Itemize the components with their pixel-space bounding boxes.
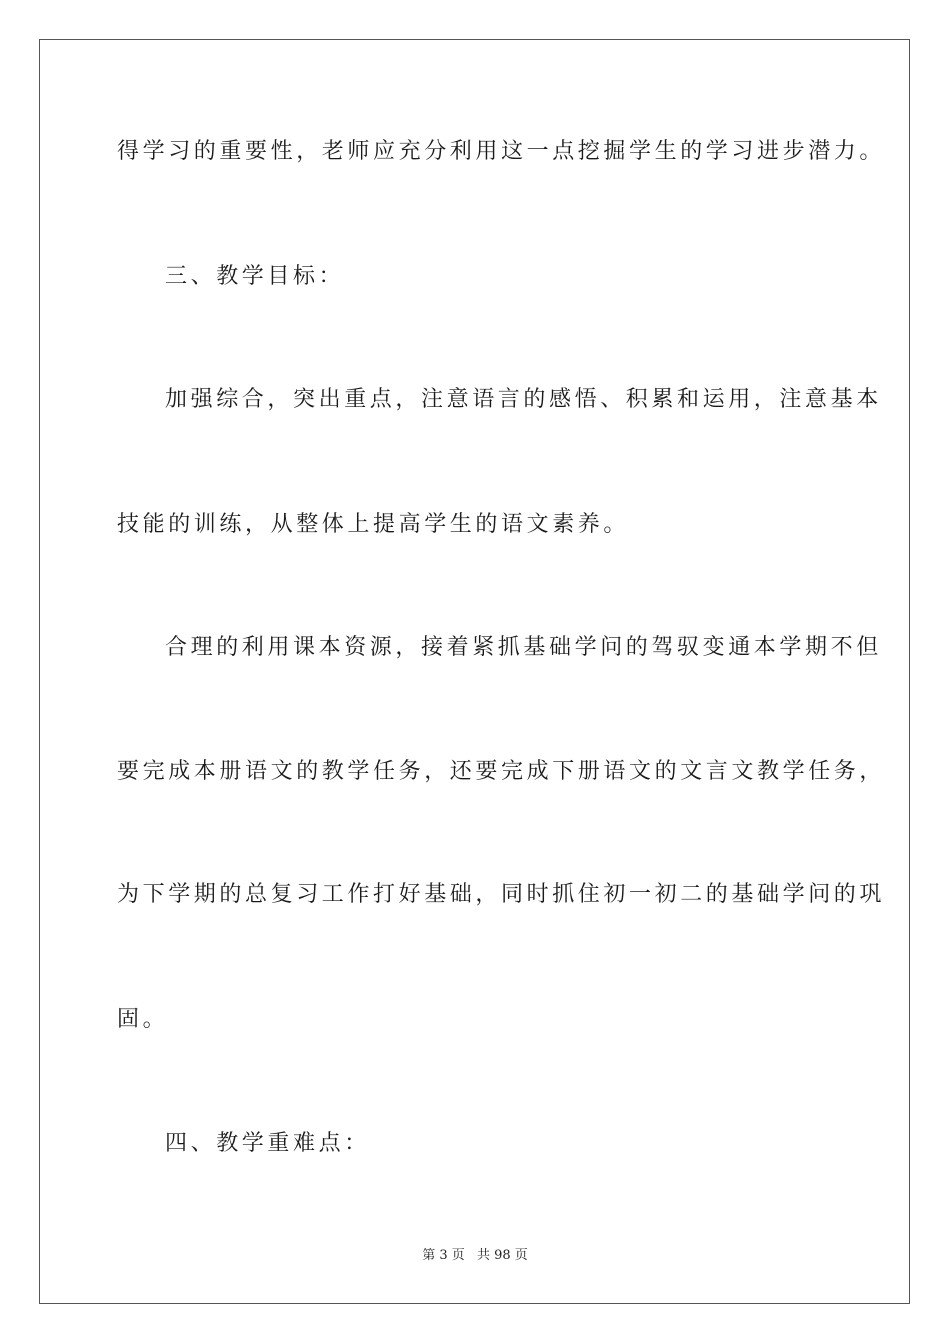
section-heading-key-points: 四、教学重难点： (165, 1131, 370, 1156)
body-text-line: 要完成本册语文的教学任务，还要完成下册语文的文言文教学任务， (117, 759, 886, 784)
body-text-line: 得学习的重要性，老师应充分利用这一点挖掘学生的学习进步潜力。 (117, 139, 886, 164)
page-frame (39, 39, 910, 1304)
section-heading-objectives: 三、教学目标： (165, 264, 345, 289)
body-text-line: 合理的利用课本资源，接着紧抓基础学问的驾驭变通本学期不但 (165, 635, 882, 660)
body-text-line: 为下学期的总复习工作打好基础，同时抓住初一初二的基础学问的巩 (117, 882, 886, 907)
page-footer (0, 1247, 950, 1265)
page-total: 共 98 页 (476, 1248, 528, 1263)
body-text-line: 技能的训练，从整体上提高学生的语文素养。 (117, 512, 630, 537)
body-text-line: 加强综合，突出重点，注意语言的感悟、积累和运用，注意基本 (165, 387, 882, 412)
page-number: 第 3 页 (422, 1248, 465, 1263)
body-text-line: 固。 (117, 1007, 169, 1032)
